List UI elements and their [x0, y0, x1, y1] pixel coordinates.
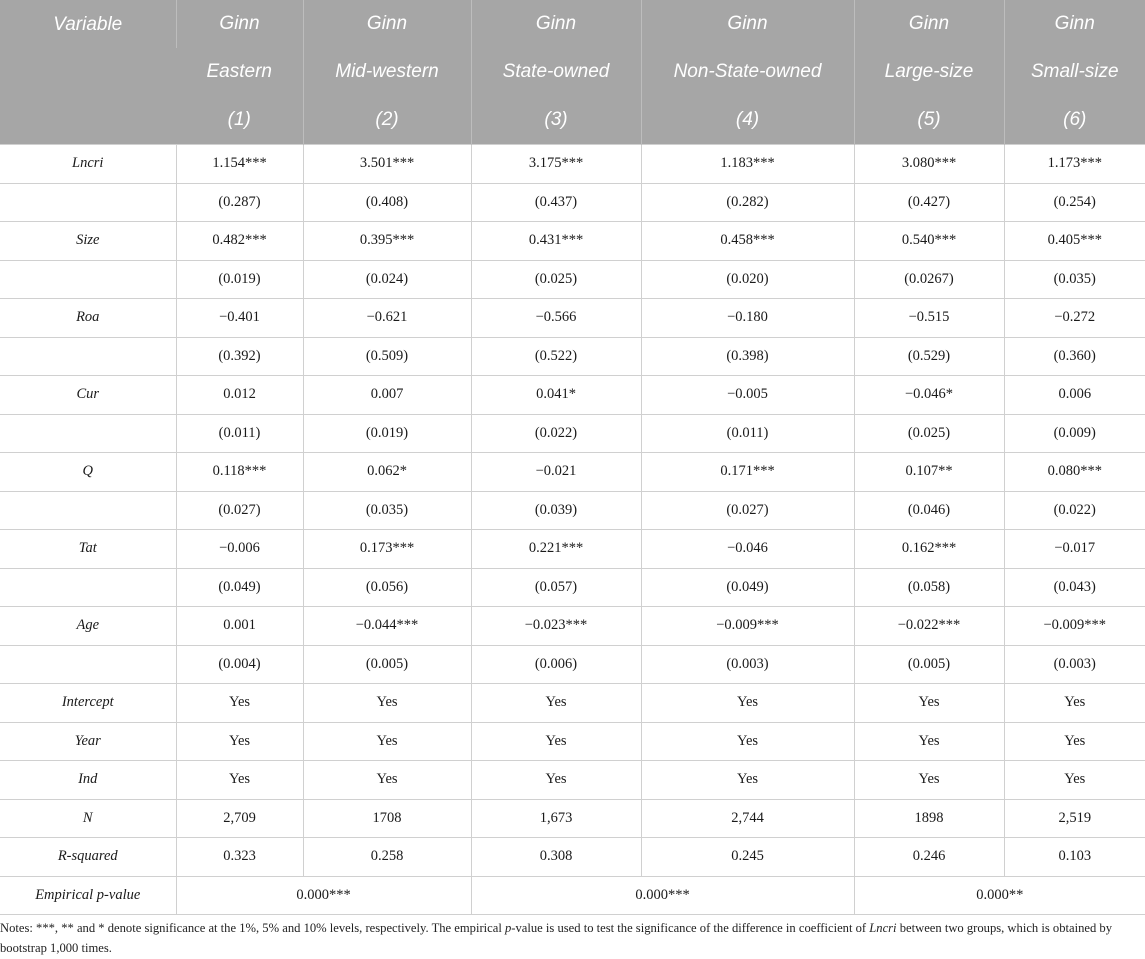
notes-p-italic: p — [505, 921, 512, 935]
table-cell: 1898 — [854, 799, 1004, 838]
table-cell: 0.007 — [303, 376, 471, 415]
header-group-1: Eastern — [176, 48, 303, 96]
table-cell: (0.509) — [303, 337, 471, 376]
table-row — [0, 838, 1145, 877]
table-cell: Yes — [1004, 684, 1145, 723]
table-row — [0, 645, 1145, 684]
table-cell: (0.0267) — [854, 260, 1004, 299]
table-cell: 1.183*** — [641, 145, 854, 184]
table-cell: −0.022*** — [854, 607, 1004, 646]
table-cell: 0.006 — [1004, 376, 1145, 415]
table-cell: Yes — [641, 722, 854, 761]
table-cell: Yes — [176, 722, 303, 761]
table-cell: −0.515 — [854, 299, 1004, 338]
table-cell: 3.175*** — [471, 145, 641, 184]
table-cell: 0.041* — [471, 376, 641, 415]
table-cell: (0.427) — [854, 183, 1004, 222]
table-cell: (0.024) — [303, 260, 471, 299]
header-num-4: (4) — [641, 96, 854, 145]
table-cell: −0.180 — [641, 299, 854, 338]
table-cell: 0.162*** — [854, 530, 1004, 569]
table-cell: 2,519 — [1004, 799, 1145, 838]
header-dep-1: Ginn — [176, 0, 303, 48]
header-num-6: (6) — [1004, 96, 1145, 145]
table-cell: (0.056) — [303, 568, 471, 607]
notes-text-1: Notes: ***, ** and * denote significance at the 1%, 5% and 10% levels, respectively. The empirical — [0, 921, 505, 935]
row-label: Age — [0, 607, 176, 646]
header-group-6: Small-size — [1004, 48, 1145, 96]
table-cell: (0.360) — [1004, 337, 1145, 376]
table-cell: (0.019) — [303, 414, 471, 453]
table-cell: (0.254) — [1004, 183, 1145, 222]
header-dep-4: Ginn — [641, 0, 854, 48]
row-label: Lncri — [0, 145, 176, 184]
table-row — [0, 530, 1145, 569]
table-cell: (0.043) — [1004, 568, 1145, 607]
table-cell: Yes — [471, 761, 641, 800]
table-cell: Yes — [303, 761, 471, 800]
row-label: Roa — [0, 299, 176, 338]
table-cell: 0.395*** — [303, 222, 471, 261]
table-cell: −0.017 — [1004, 530, 1145, 569]
table-cell: 0.431*** — [471, 222, 641, 261]
empirical-pvalue-region: 0.000*** — [176, 876, 471, 915]
row-label: Year — [0, 722, 176, 761]
table-cell: 0.173*** — [303, 530, 471, 569]
empirical-pvalue-size: 0.000** — [854, 876, 1145, 915]
table-cell: 0.246 — [854, 838, 1004, 877]
row-label: Tat — [0, 530, 176, 569]
header-dep-5: Ginn — [854, 0, 1004, 48]
header-num-1: (1) — [176, 96, 303, 145]
table-cell: −0.009*** — [1004, 607, 1145, 646]
table-cell: 0.540*** — [854, 222, 1004, 261]
table-row-empirical — [0, 876, 1145, 915]
table-cell: 0.171*** — [641, 453, 854, 492]
table-cell: (0.022) — [1004, 491, 1145, 530]
row-label — [0, 414, 176, 453]
table-cell: 0.323 — [176, 838, 303, 877]
table-cell: (0.392) — [176, 337, 303, 376]
table-cell: 3.501*** — [303, 145, 471, 184]
table-row — [0, 337, 1145, 376]
row-label — [0, 337, 176, 376]
table-cell: Yes — [854, 684, 1004, 723]
table-cell: Yes — [303, 684, 471, 723]
table-cell: 0.482*** — [176, 222, 303, 261]
table-row — [0, 722, 1145, 761]
table-cell: 0.458*** — [641, 222, 854, 261]
table-cell: Yes — [176, 761, 303, 800]
table-cell: (0.006) — [471, 645, 641, 684]
table-cell: 1708 — [303, 799, 471, 838]
table-cell: (0.039) — [471, 491, 641, 530]
table-cell: −0.005 — [641, 376, 854, 415]
table-cell: Yes — [471, 684, 641, 723]
row-label — [0, 183, 176, 222]
table-cell: −0.401 — [176, 299, 303, 338]
header-num-3: (3) — [471, 96, 641, 145]
header-num-5: (5) — [854, 96, 1004, 145]
table-cell: (0.282) — [641, 183, 854, 222]
table-cell: (0.408) — [303, 183, 471, 222]
table-cell: 0.245 — [641, 838, 854, 877]
row-label — [0, 568, 176, 607]
table-cell: −0.046 — [641, 530, 854, 569]
row-label — [0, 491, 176, 530]
table-cell: −0.023*** — [471, 607, 641, 646]
table-row — [0, 183, 1145, 222]
table-cell: (0.025) — [471, 260, 641, 299]
table-row — [0, 414, 1145, 453]
table-cell: (0.049) — [176, 568, 303, 607]
table-cell: 2,744 — [641, 799, 854, 838]
table-row — [0, 761, 1145, 800]
table-cell: 0.012 — [176, 376, 303, 415]
table-header — [0, 0, 1145, 145]
table-cell: (0.437) — [471, 183, 641, 222]
table-cell: (0.011) — [176, 414, 303, 453]
table-cell: (0.522) — [471, 337, 641, 376]
table-cell: (0.004) — [176, 645, 303, 684]
header-dep-6: Ginn — [1004, 0, 1145, 48]
table-cell: Yes — [176, 684, 303, 723]
table-cell: −0.009*** — [641, 607, 854, 646]
table-cell: (0.287) — [176, 183, 303, 222]
header-dep-2: Ginn — [303, 0, 471, 48]
table-row — [0, 568, 1145, 607]
table-cell: (0.027) — [641, 491, 854, 530]
table-cell: −0.621 — [303, 299, 471, 338]
table-cell: 0.107** — [854, 453, 1004, 492]
table-cell: 1.154*** — [176, 145, 303, 184]
table-cell: 0.118*** — [176, 453, 303, 492]
table-cell: 1.173*** — [1004, 145, 1145, 184]
notes-text-3: between two groups, which is obtained by bootstrap 1,000 times. — [0, 921, 1113, 955]
table-cell: (0.027) — [176, 491, 303, 530]
table-row — [0, 607, 1145, 646]
row-label: Size — [0, 222, 176, 261]
table-cell: Yes — [641, 761, 854, 800]
table-cell: (0.019) — [176, 260, 303, 299]
table-row — [0, 299, 1145, 338]
header-group-5: Large-size — [854, 48, 1004, 96]
table-cell: Yes — [1004, 722, 1145, 761]
table-row — [0, 491, 1145, 530]
table-cell: (0.025) — [854, 414, 1004, 453]
table-cell: −0.272 — [1004, 299, 1145, 338]
table-cell: Yes — [303, 722, 471, 761]
table-cell: Yes — [854, 761, 1004, 800]
table-cell: Yes — [854, 722, 1004, 761]
table-cell: (0.049) — [641, 568, 854, 607]
table-cell: 0.001 — [176, 607, 303, 646]
table-cell: 0.308 — [471, 838, 641, 877]
table-cell: −0.044*** — [303, 607, 471, 646]
header-group-3: State-owned — [471, 48, 641, 96]
table-cell: Yes — [641, 684, 854, 723]
table-cell: (0.005) — [854, 645, 1004, 684]
table-cell: −0.046* — [854, 376, 1004, 415]
header-variable: Variable — [0, 0, 176, 145]
row-label: N — [0, 799, 176, 838]
table-cell: (0.009) — [1004, 414, 1145, 453]
table-cell: (0.046) — [854, 491, 1004, 530]
table-cell: (0.020) — [641, 260, 854, 299]
table-row — [0, 376, 1145, 415]
header-group-2: Mid-western — [303, 48, 471, 96]
row-label: Cur — [0, 376, 176, 415]
table-row — [0, 222, 1145, 261]
row-label — [0, 645, 176, 684]
table-row — [0, 799, 1145, 838]
table-cell: Yes — [1004, 761, 1145, 800]
notes-lncri-italic: Lncri — [869, 921, 897, 935]
table-cell: −0.021 — [471, 453, 641, 492]
table-cell: 0.405*** — [1004, 222, 1145, 261]
notes-text-2: -value is used to test the significance of the difference in coefficient of — [511, 921, 870, 935]
table-cell: 0.258 — [303, 838, 471, 877]
row-label: Intercept — [0, 684, 176, 723]
row-label: Q — [0, 453, 176, 492]
table-cell: 3.080*** — [854, 145, 1004, 184]
table-cell: 0.080*** — [1004, 453, 1145, 492]
table-cell: 0.103 — [1004, 838, 1145, 877]
header-row-dependent — [0, 0, 1145, 48]
table-cell: (0.058) — [854, 568, 1004, 607]
table-cell: (0.398) — [641, 337, 854, 376]
table-cell: (0.035) — [303, 491, 471, 530]
empirical-pvalue-ownership: 0.000*** — [471, 876, 854, 915]
table-cell: (0.005) — [303, 645, 471, 684]
row-label: Ind — [0, 761, 176, 800]
header-num-2: (2) — [303, 96, 471, 145]
table-cell: 0.221*** — [471, 530, 641, 569]
table-row — [0, 453, 1145, 492]
table-cell: −0.566 — [471, 299, 641, 338]
table-row — [0, 260, 1145, 299]
table-body — [0, 145, 1145, 915]
table-cell: (0.035) — [1004, 260, 1145, 299]
table-cell: (0.011) — [641, 414, 854, 453]
table-notes — [0, 918, 1145, 958]
table-row — [0, 145, 1145, 184]
row-label: R-squared — [0, 838, 176, 877]
table-cell: Yes — [471, 722, 641, 761]
table-cell: 2,709 — [176, 799, 303, 838]
header-group-4: Non-State-owned — [641, 48, 854, 96]
row-label: Empirical p-value — [0, 876, 176, 915]
table-cell: (0.057) — [471, 568, 641, 607]
table-cell: 0.062* — [303, 453, 471, 492]
table-cell: −0.006 — [176, 530, 303, 569]
table-cell: (0.003) — [641, 645, 854, 684]
header-dep-3: Ginn — [471, 0, 641, 48]
table-cell: (0.022) — [471, 414, 641, 453]
table-cell: 1,673 — [471, 799, 641, 838]
table-cell: (0.003) — [1004, 645, 1145, 684]
row-label — [0, 260, 176, 299]
table-row — [0, 684, 1145, 723]
table-cell: (0.529) — [854, 337, 1004, 376]
